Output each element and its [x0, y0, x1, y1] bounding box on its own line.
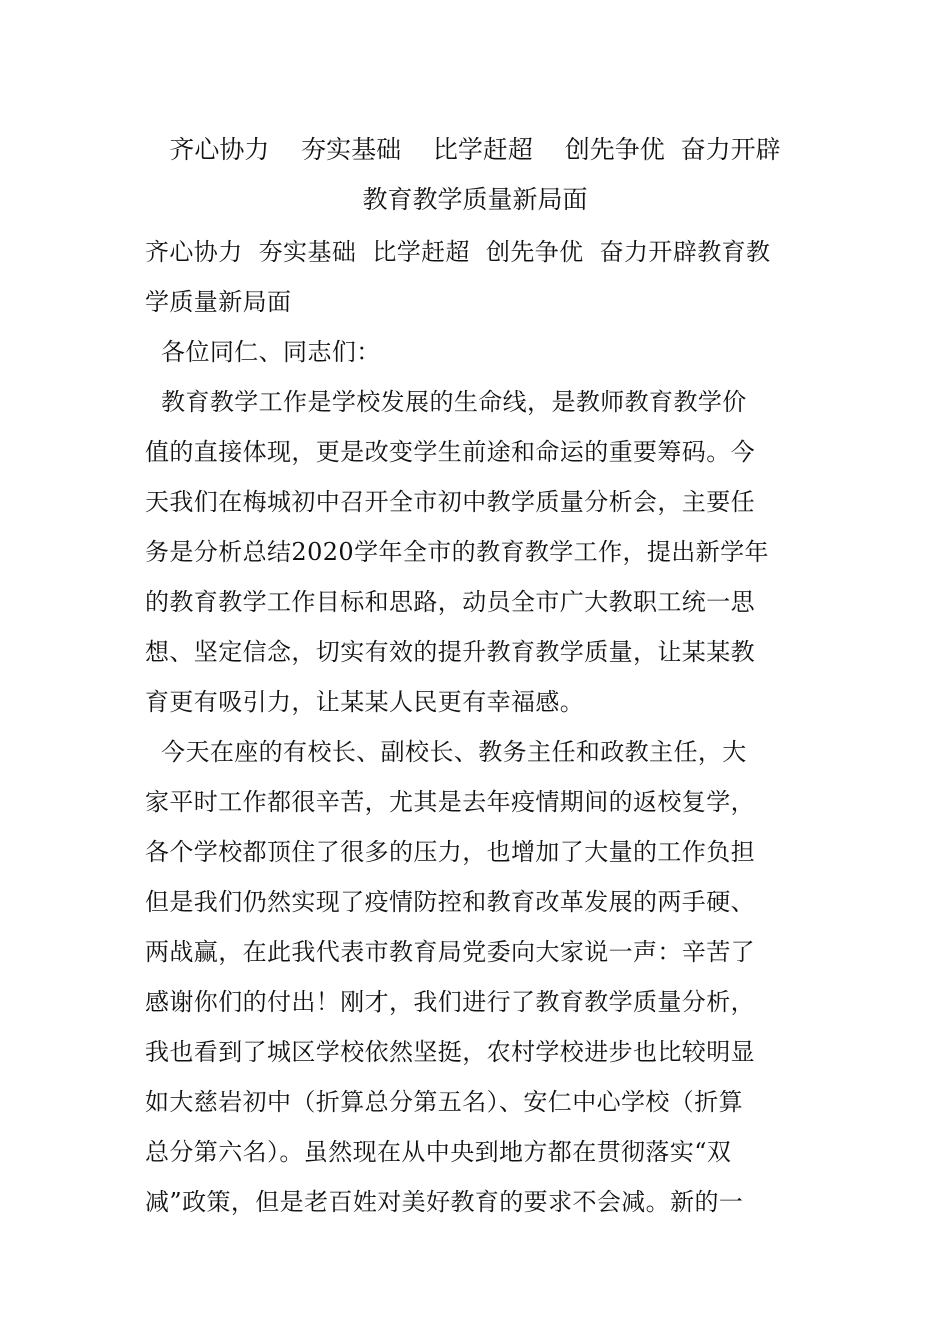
body-line: 天我们在梅城初中召开全市初中教学质量分析会，主要任 [145, 488, 755, 516]
body-line: 想、坚定信念，切实有效的提升教育教学质量，让某某教 [145, 638, 755, 666]
body-line: 家平时工作都很辛苦，尤其是去年疫情期间的返校复学， [145, 788, 755, 816]
body-line: 齐心协力 夯实基础 比学赶超 创先争优 奋力开辟教育教 [145, 238, 771, 266]
body-line: 今天在座的有校长、副校长、教务主任和政教主任，大 [145, 738, 747, 766]
body-line: 学质量新局面 [145, 288, 292, 316]
body-line: 的教育教学工作目标和思路，动员全市广大教职工统一思 [145, 588, 755, 616]
body-line: 两战赢，在此我代表市教育局党委向大家说一声：辛苦了 [145, 938, 755, 966]
body-line: 如大慈岩初中（折算总分第五名）、安仁中心学校（折算 [145, 1088, 743, 1116]
body-line: 但是我们仍然实现了疫情防控和教育改革发展的两手硬、 [145, 888, 755, 916]
body-line: 总分第六名）。虽然现在从中央到地方都在贯彻落实“双 [145, 1138, 732, 1166]
body-line: 感谢你们的付出！刚才，我们进行了教育教学质量分析， [145, 988, 755, 1016]
body-line: 减”政策，但是老百姓对美好教育的要求不会减。新的一 [145, 1188, 744, 1216]
document-title-line-1: 齐心协力 夯实基础 比学赶超 创先争优 奋力开辟 [169, 135, 781, 164]
document-title-line-2: 教育教学质量新局面 [362, 185, 588, 214]
body-line: 值的直接体现，更是改变学生前途和命运的重要筹码。今 [145, 438, 755, 466]
body-line: 各个学校都顶住了很多的压力，也增加了大量的工作负担 [145, 838, 755, 866]
body-line: 育更有吸引力，让某某人民更有幸福感。 [145, 688, 585, 716]
body-line: 务是分析总结2020学年全市的教育教学工作，提出新学年 [145, 538, 769, 566]
body-line: 各位同仁、同志们： [145, 338, 381, 366]
body-line: 教育教学工作是学校发展的生命线，是教师教育教学价 [145, 388, 747, 416]
body-line: 我也看到了城区学校依然坚挺，农村学校进步也比较明显 [145, 1038, 755, 1066]
